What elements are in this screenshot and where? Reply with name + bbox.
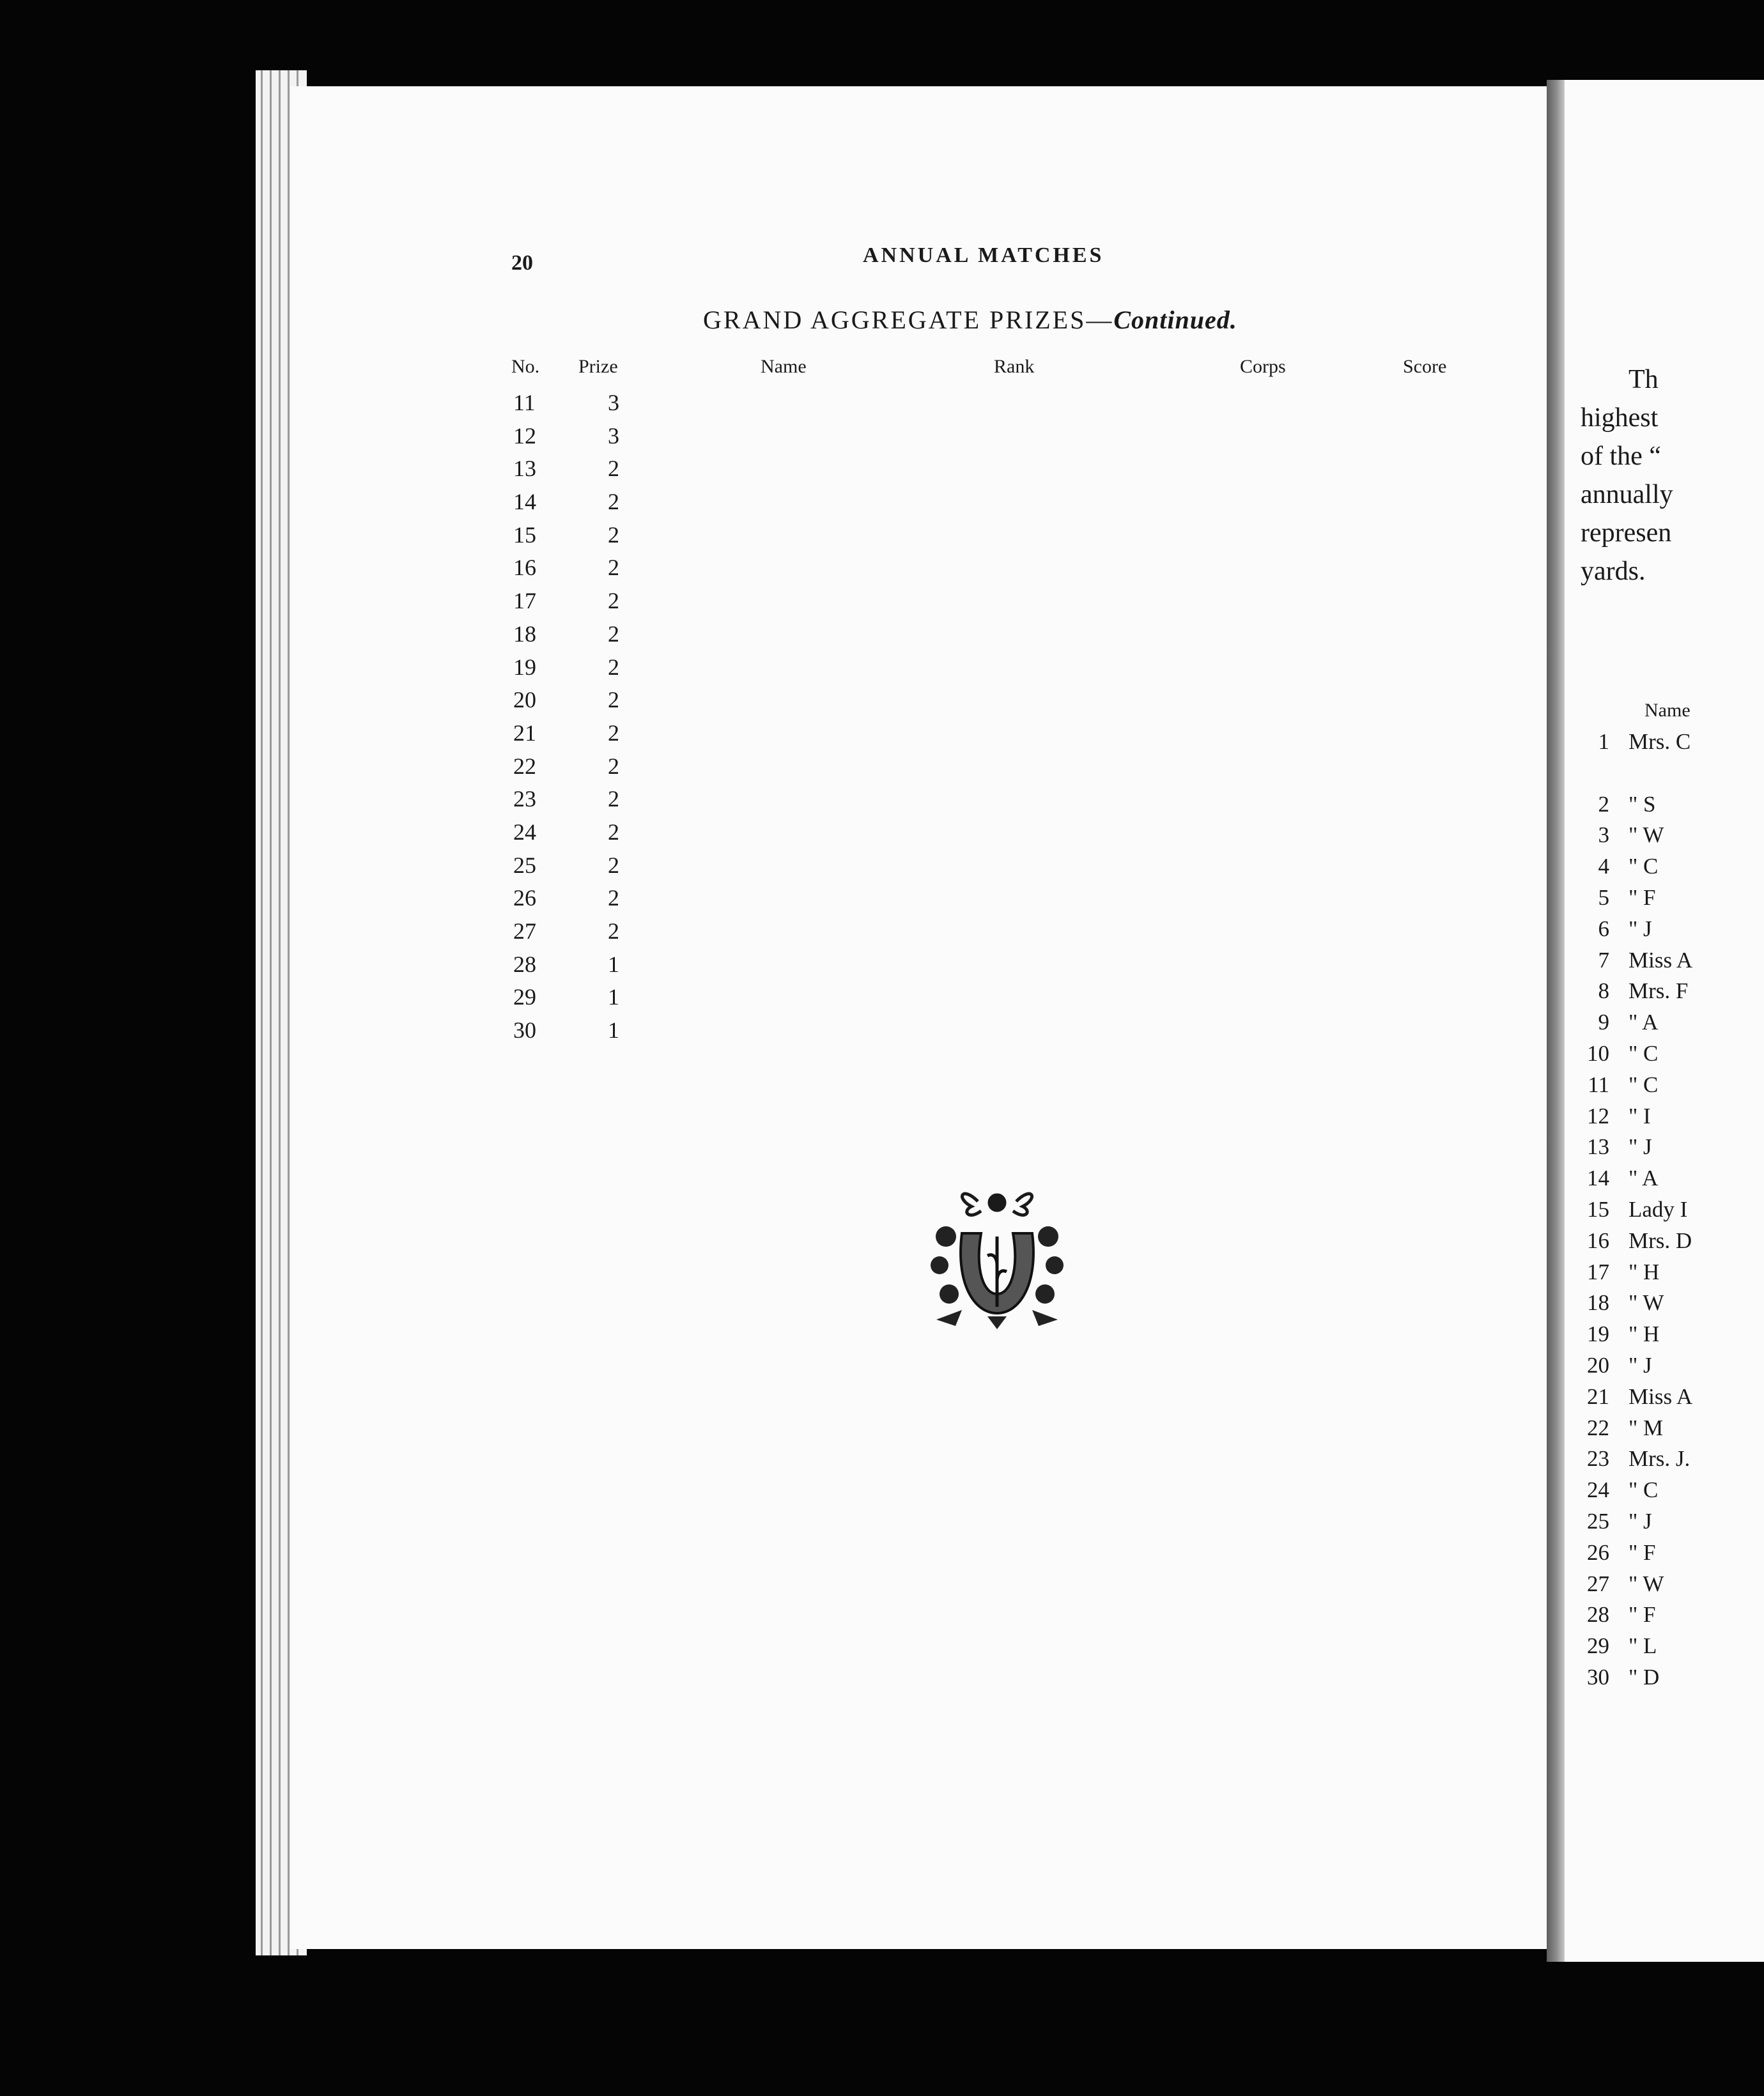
row-number: 23 [513, 786, 536, 812]
list-item-text: " H [1629, 1322, 1660, 1347]
list-item-number: 20 [1587, 1352, 1609, 1378]
row-prize: 1 [608, 1017, 619, 1044]
list-item-text: Mrs. F [1629, 978, 1689, 1004]
row-prize: 2 [608, 918, 619, 944]
list-item-number: 5 [1598, 884, 1609, 910]
table-row [291, 483, 1547, 516]
row-number: 18 [513, 620, 536, 647]
table-row [291, 780, 1547, 813]
prize-table [291, 384, 1547, 1045]
table-row [291, 649, 1547, 682]
list-item-number: 9 [1598, 1010, 1609, 1035]
list-item-number: 7 [1598, 947, 1609, 973]
row-prize: 1 [608, 984, 619, 1010]
table-title [703, 305, 1237, 335]
list-item-number: 29 [1587, 1633, 1609, 1659]
header-name: Name [761, 356, 807, 377]
list-item-text: Mrs. C [1629, 729, 1691, 754]
header-no: No. [511, 356, 540, 377]
row-prize: 2 [608, 753, 619, 779]
list-item-number: 23 [1587, 1446, 1609, 1472]
list-item-text: " M [1629, 1415, 1664, 1440]
list-item-number: 3 [1598, 822, 1609, 848]
table-row [291, 417, 1547, 451]
list-item-number: 22 [1587, 1415, 1609, 1440]
list-item-text: " J [1629, 916, 1652, 941]
table-row [291, 450, 1547, 483]
list-item-number: 24 [1587, 1477, 1609, 1503]
list-item-text: " C [1629, 1477, 1659, 1503]
table-row [291, 913, 1547, 946]
row-prize: 2 [608, 456, 619, 482]
paragraph-line: Th [1629, 365, 1659, 394]
table-row [291, 615, 1547, 649]
list-header: Name [1644, 700, 1690, 721]
list-item-text: Mrs. J. [1629, 1446, 1690, 1472]
list-item-text: " W [1629, 1571, 1664, 1596]
row-number: 15 [513, 521, 536, 548]
row-number: 17 [513, 588, 536, 614]
list-item-number: 18 [1587, 1290, 1609, 1316]
row-prize: 2 [608, 588, 619, 614]
list-item-text: " D [1629, 1664, 1660, 1690]
list-item-number: 17 [1587, 1259, 1609, 1284]
list-item-number: 1 [1598, 729, 1609, 754]
table-row [291, 946, 1547, 979]
list-item-text: Miss A [1629, 1383, 1693, 1409]
list-item-number: 10 [1587, 1040, 1609, 1066]
list-item-text: " C [1629, 1072, 1659, 1097]
list-item-text: Miss A [1629, 947, 1693, 973]
list-item-text: " H [1629, 1259, 1660, 1284]
row-number: 21 [513, 720, 536, 746]
list-item-text: " J [1629, 1134, 1652, 1160]
list-item-number: 19 [1587, 1322, 1609, 1347]
row-prize: 2 [608, 885, 619, 911]
list-item-text: " W [1629, 822, 1664, 848]
table-row [291, 714, 1547, 748]
row-number: 26 [513, 885, 536, 911]
list-item-number: 15 [1587, 1196, 1609, 1222]
row-number: 13 [513, 456, 536, 482]
right-page [1565, 80, 1764, 1962]
row-prize: 2 [608, 819, 619, 845]
list-item-number: 25 [1587, 1508, 1609, 1534]
table-row [291, 681, 1547, 714]
list-item-number: 8 [1598, 978, 1609, 1004]
paragraph-line: annually [1581, 480, 1673, 509]
paragraph-line: yards. [1581, 557, 1646, 586]
table-row [291, 748, 1547, 781]
list-item-number: 6 [1598, 916, 1609, 941]
list-item-number: 26 [1587, 1539, 1609, 1565]
paragraph-line: of the “ [1581, 442, 1661, 471]
row-number: 30 [513, 1017, 536, 1044]
row-number: 22 [513, 753, 536, 779]
left-page [291, 86, 1547, 1949]
header-prize: Prize [578, 356, 618, 377]
row-number: 14 [513, 489, 536, 515]
table-row [291, 879, 1547, 913]
paragraph-line: represen [1581, 518, 1672, 548]
list-item-number: 30 [1587, 1664, 1609, 1690]
row-prize: 2 [608, 654, 619, 680]
list-item-number: 28 [1587, 1602, 1609, 1628]
page-number: 20 [511, 251, 533, 275]
table-title-continued: Continued. [1113, 305, 1237, 334]
row-number: 12 [513, 422, 536, 449]
row-prize: 2 [608, 720, 619, 746]
table-row [291, 384, 1547, 417]
table-row [291, 978, 1547, 1012]
list-item-text: " S [1629, 791, 1656, 817]
table-row [291, 813, 1547, 847]
list-item-text: " I [1629, 1103, 1651, 1129]
list-item-text: " F [1629, 884, 1656, 910]
row-number: 11 [513, 390, 536, 415]
table-row [291, 549, 1547, 582]
list-item-text: Mrs. D [1629, 1228, 1692, 1253]
row-prize: 2 [608, 687, 619, 713]
list-item-text: " C [1629, 1040, 1659, 1066]
list-item-text: " W [1629, 1290, 1664, 1316]
list-item-text: " C [1629, 854, 1659, 879]
list-item-number: 21 [1587, 1383, 1609, 1409]
list-item-text: " L [1629, 1633, 1657, 1659]
list-item-number: 2 [1598, 791, 1609, 817]
book-gutter [1547, 80, 1565, 1962]
row-prize: 2 [608, 521, 619, 548]
row-number: 29 [513, 984, 536, 1010]
list-item-number: 12 [1587, 1103, 1609, 1129]
list-item-text: " J [1629, 1352, 1652, 1378]
running-head: ANNUAL MATCHES [863, 243, 1104, 267]
list-item-number: 13 [1587, 1134, 1609, 1160]
row-prize: 2 [608, 786, 619, 812]
row-number: 25 [513, 852, 536, 878]
table-title-main: GRAND AGGREGATE PRIZES— [703, 305, 1114, 334]
list-item-text: " A [1629, 1010, 1659, 1035]
horseshoe-ornament [917, 1176, 1077, 1336]
list-item-number: 4 [1598, 854, 1609, 879]
list-item-text: " J [1629, 1508, 1652, 1534]
header-score: Score [1403, 356, 1447, 377]
row-number: 19 [513, 654, 536, 680]
row-prize: 1 [608, 951, 619, 977]
list-item-number: 14 [1587, 1166, 1609, 1191]
list-item-text: " F [1629, 1539, 1656, 1565]
row-prize: 2 [608, 852, 619, 878]
row-prize: 2 [608, 489, 619, 515]
table-row [291, 847, 1547, 880]
row-number: 20 [513, 687, 536, 713]
row-prize: 2 [608, 555, 619, 581]
row-number: 28 [513, 951, 536, 977]
list-item-text: " A [1629, 1166, 1659, 1191]
list-item-number: 11 [1588, 1072, 1609, 1097]
list-item-number: 27 [1587, 1571, 1609, 1596]
row-number: 16 [513, 555, 536, 581]
paragraph-line: highest [1581, 403, 1659, 433]
table-row [291, 582, 1547, 615]
list-item-text: " F [1629, 1602, 1656, 1628]
header-rank: Rank [994, 356, 1035, 377]
table-row [291, 1012, 1547, 1045]
header-corps: Corps [1240, 356, 1286, 377]
row-prize: 3 [608, 390, 619, 415]
list-item-text: Lady I [1629, 1196, 1688, 1222]
list-item-number: 16 [1587, 1228, 1609, 1253]
row-prize: 3 [608, 422, 619, 449]
row-prize: 2 [608, 620, 619, 647]
table-row [291, 516, 1547, 550]
row-number: 27 [513, 918, 536, 944]
row-number: 24 [513, 819, 536, 845]
